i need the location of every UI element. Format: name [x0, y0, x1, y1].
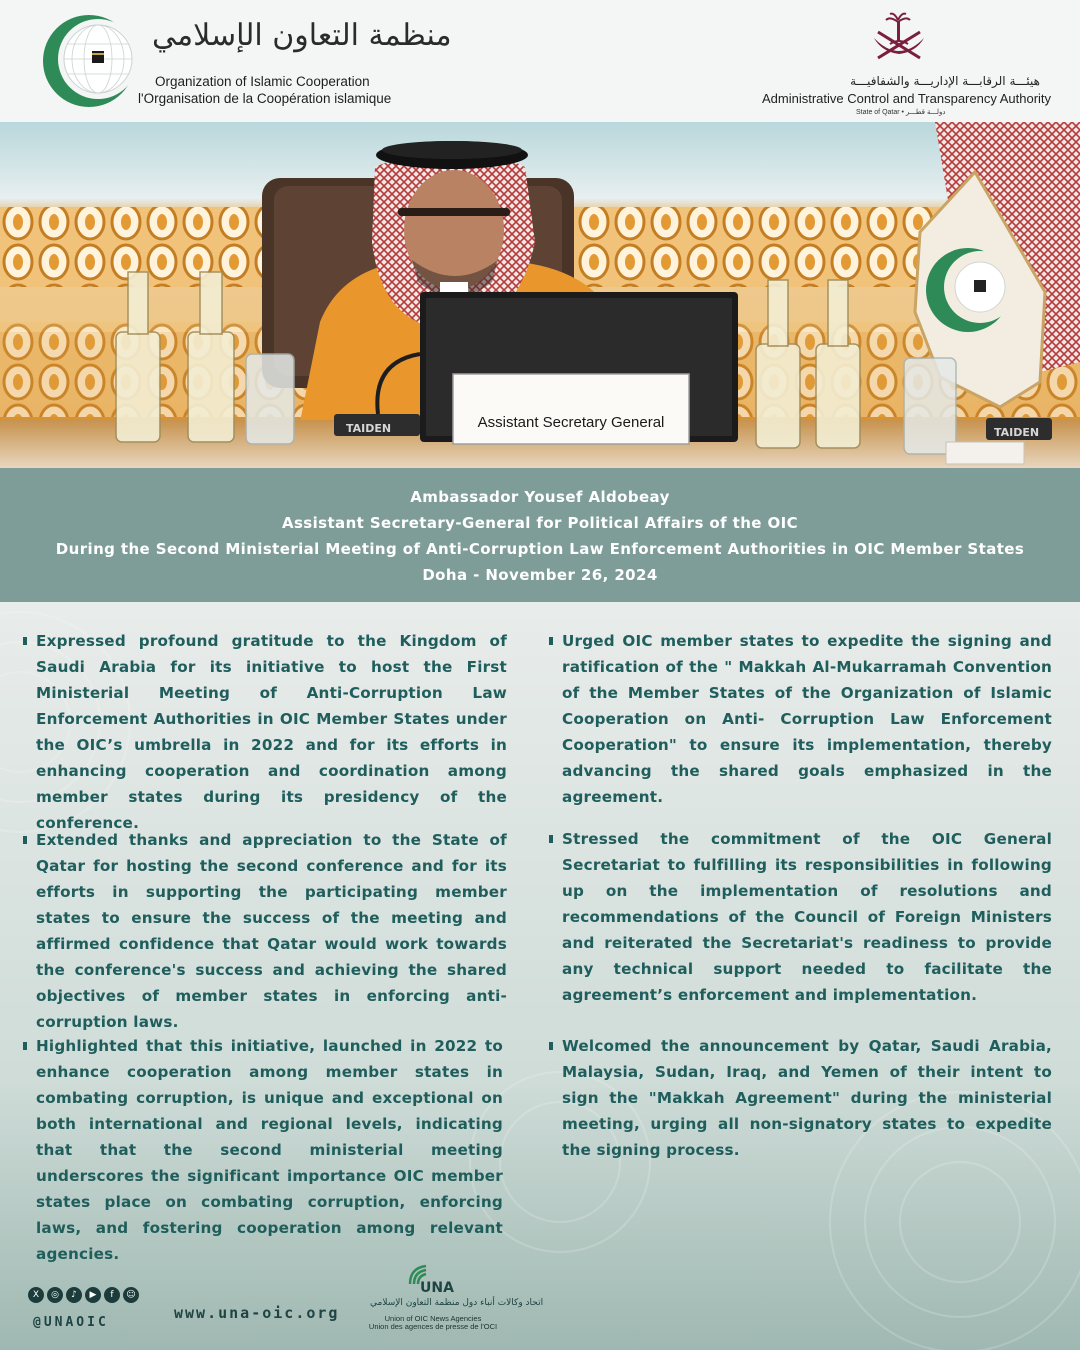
bullet-qatar-thanks: [36, 827, 507, 1035]
bullet-text: Highlighted that this initiative, launched in 2022 to enhance cooperation among member states in combating corruption, is unique and exceptional on both international and regional levels, indicating that that the second ministerial meeting underscores the significant importance OIC member states place on combating corruption, enforcing laws, and fostering cooperation among relevant agencies.: [36, 1037, 503, 1263]
title-band: [0, 468, 1080, 602]
qatar-emblem-icon: [868, 8, 930, 70]
nameplate-text: Assistant Secretary General: [477, 414, 665, 431]
bullet-marker: [23, 1042, 27, 1050]
una-english-name: Union of OIC News Agencies: [384, 1314, 482, 1323]
una-arabic-name: اتحاد وكالات أنباء دول منظمة التعاون الإسلامي: [370, 1298, 544, 1308]
bullet-text: Urged OIC member states to expedite the signing and ratification of the " Makkah Al-Mukarramah Convention of the Member States of the Organization of Islamic Cooperation on Anti- Corruption Law Enforcement Cooperation" to ensure its implementation, thereby advancing the shared goals emphasized in the agreement.: [562, 632, 1052, 806]
una-logo: [402, 1262, 462, 1296]
speaker-name: Ambassador Yousef Aldobeay: [410, 488, 670, 506]
bullet-saudi-gratitude: [36, 628, 507, 836]
bullet-urged-ratification: [562, 628, 1052, 810]
bullet-text: Welcomed the announcement by Qatar, Saudi Arabia, Malaysia, Sudan, Iraq, and Yemen of their intent to sign the "Makkah Agreement" during the ministerial meeting, urging all non-signatory states to expedite the signing process.: [562, 1037, 1052, 1159]
una-logo-text: UNA: [420, 1280, 454, 1296]
tiktok-icon[interactable]: ♪: [66, 1287, 82, 1303]
footer: [0, 1262, 1080, 1350]
oic-french-name: l'Organisation de la Coopération islamique: [138, 91, 392, 106]
acta-arabic-name: هيئـــة الرقابـــة الإداريـــة والشفافيـــة: [850, 74, 1040, 88]
header: [0, 0, 1080, 122]
x-icon[interactable]: X: [28, 1287, 44, 1303]
social-handle[interactable]: @UNAOIC: [33, 1315, 109, 1330]
snapchat-icon[interactable]: ☺: [123, 1287, 139, 1303]
bullet-makkah-agreement: [562, 1033, 1052, 1163]
facebook-icon[interactable]: f: [104, 1287, 120, 1303]
website-link[interactable]: www.una-oic.org: [174, 1304, 340, 1322]
bullet-marker: [23, 836, 27, 844]
bullet-marker: [549, 835, 553, 843]
bullet-text: Stressed the commitment of the OIC General Secretariat to fulfilling its responsibilities in following up on the implementation of resolutions and recommendations of the Council of Foreign Ministers and reiterated the Secretariat's readiness to provide any technical support needed to facilitate the agreement’s enforcement and implementation.: [562, 830, 1052, 1004]
meeting-photo: [0, 122, 1080, 468]
instagram-icon[interactable]: ◎: [47, 1287, 63, 1303]
event-name: During the Second Ministerial Meeting of Anti-Corruption Law Enforcement Authorities in OIC Member States: [55, 540, 1025, 558]
bullet-text: Extended thanks and appreciation to the State of Qatar for hosting the second conference and for its efforts in supporting the participating member states to ensure the success of the meeting and affirmed confidence that Qatar would work towards the conference's success and achieving the shared objectives of member states in enforcing anti-corruption laws.: [36, 831, 507, 1031]
acta-country: State of Qatar • دولـــة قطـــر: [856, 109, 946, 116]
una-french-name: Union des agences de presse de l'OCI: [368, 1322, 498, 1331]
bullet-secretariat-commitment: [562, 826, 1052, 1008]
content-area: [0, 602, 1080, 1262]
bullet-text: Expressed profound gratitude to the Kingdom of Saudi Arabia for its initiative to host the First Ministerial Meeting of Anti-Corruption Law Enforcement Authorities in OIC Member States under the OIC’s umbrella in 2022 and for its efforts in enhancing cooperation and coordination among member states during its presidency of the conference.: [36, 632, 507, 832]
youtube-icon[interactable]: ▶: [85, 1287, 101, 1303]
microphone-brand-left: TAIDEN: [346, 422, 392, 435]
event-date-location: Doha - November 26, 2024: [422, 566, 658, 584]
bullet-initiative-highlight: [36, 1033, 503, 1267]
acta-english-name: Administrative Control and Transparency Authority: [762, 91, 1052, 106]
bullet-marker: [549, 1042, 553, 1050]
bullet-marker: [549, 637, 553, 645]
oic-arabic-name: منظمة التعاون الإسلامي: [152, 18, 452, 53]
speaker-title: Assistant Secretary-General for Political Affairs of the OIC: [281, 514, 799, 532]
oic-english-name: Organization of Islamic Cooperation: [155, 74, 370, 89]
social-links: [28, 1287, 139, 1303]
oic-logo: [42, 14, 136, 108]
bullet-marker: [23, 637, 27, 645]
microphone-brand-right: TAIDEN: [994, 426, 1040, 439]
